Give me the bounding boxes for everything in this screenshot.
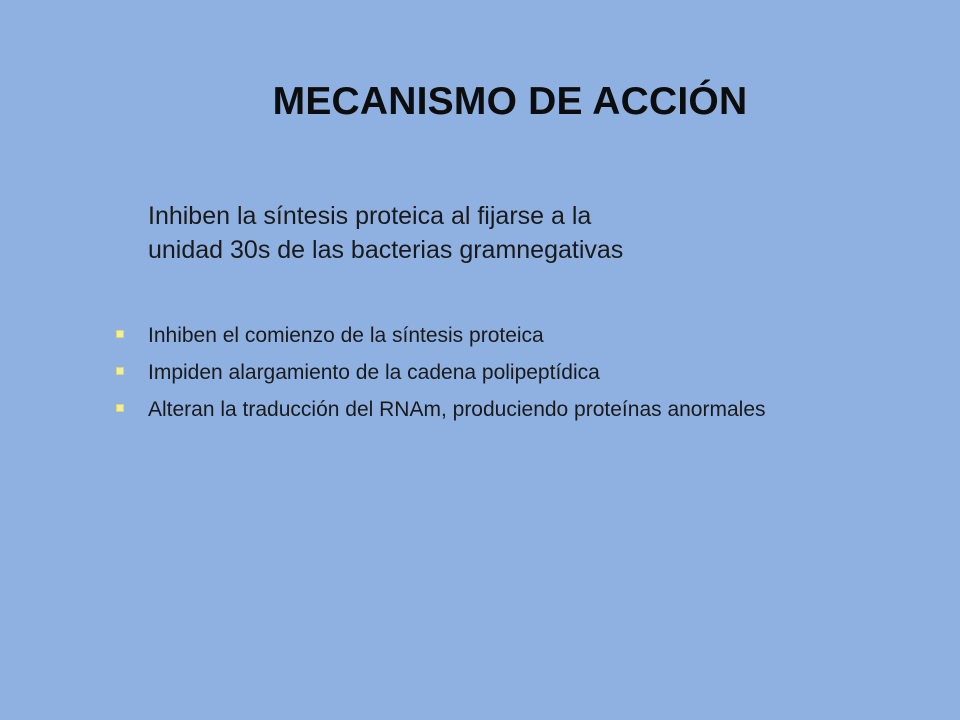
bullet-text: Impiden alargamiento de la cadena polipeptídica: [148, 361, 600, 384]
bullet-list: [114, 322, 834, 433]
intro-paragraph: [148, 199, 848, 267]
intro-line: unidad 30s de las bacterias gramnegativas: [148, 236, 624, 264]
bullet-item: [114, 396, 834, 423]
intro-line: Inhiben la síntesis proteica al fijarse a la: [148, 202, 592, 230]
square-bullet-icon: [116, 367, 124, 375]
square-bullet-icon: [116, 330, 124, 338]
bullet-text: Inhiben el comienzo de la síntesis proteica: [148, 324, 544, 347]
slide-title: MECANISMO DE ACCIÓN: [272, 80, 748, 123]
square-bullet-icon: [116, 404, 124, 412]
bullet-text: Alteran la traducción del RNAm, produciendo proteínas anormales: [148, 398, 766, 421]
bullet-item: [114, 359, 834, 386]
bullet-item: [114, 322, 834, 349]
